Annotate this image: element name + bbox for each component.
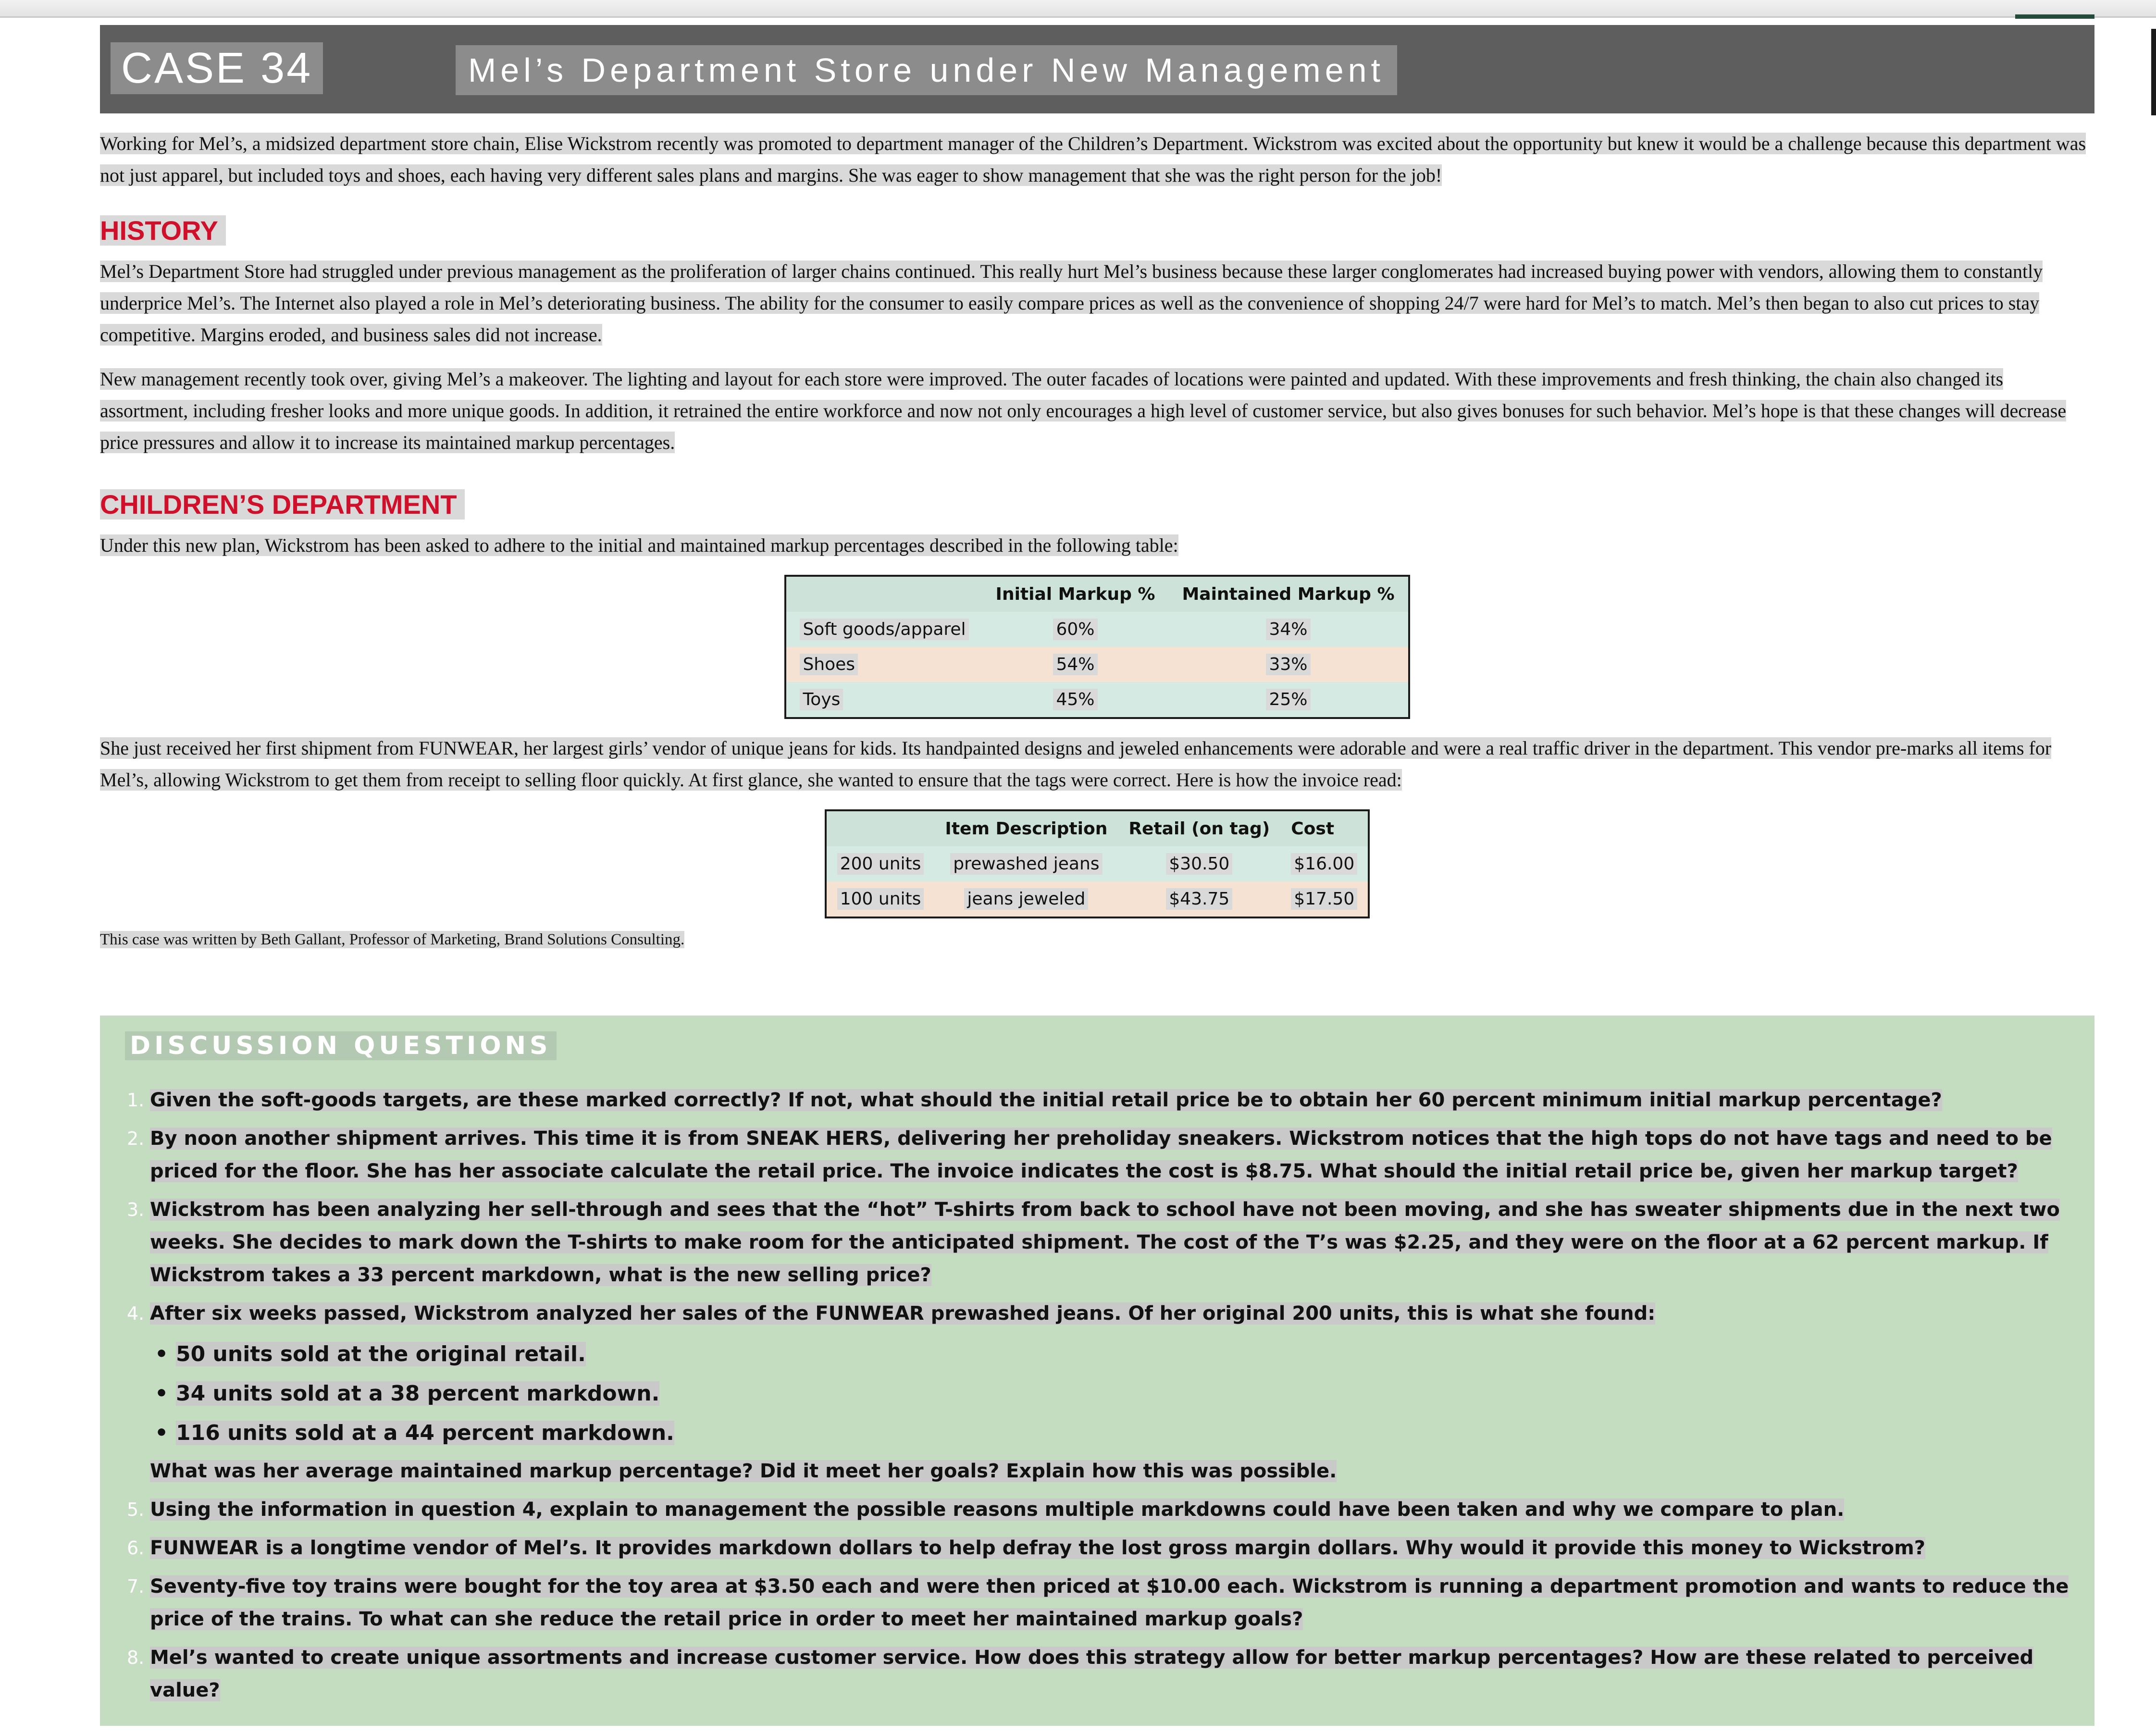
table-cell — [1118, 881, 1280, 917]
question-text: What was her average maintained markup percentage? Did it meet her goals? Explain how this was possible. — [150, 1460, 1337, 1482]
intro-paragraph — [100, 128, 2094, 191]
bullet-dot-icon: • — [155, 1421, 169, 1445]
table-cell — [826, 846, 935, 881]
table-row — [785, 682, 1409, 718]
question-5 — [125, 1493, 2069, 1526]
question-number: 3. — [127, 1199, 145, 1220]
history-paragraph-2 — [100, 363, 2094, 459]
question-text: By noon another shipment arrives. This time it is from SNEAK HERS, delivering her preholiday sneakers. Wickstrom notices that the high tops do not have tags and need to be priced for the floor. She has her associate calculate the retail price. The invoice indicates the cost is $8.75. What should the initial retail price be, given her markup target? — [150, 1128, 2052, 1182]
invoice-table-wrapper — [100, 809, 2094, 918]
table-row — [826, 881, 1369, 917]
category-label: Shoes — [800, 654, 858, 675]
question-number: 8. — [127, 1647, 145, 1668]
document-page — [100, 25, 2094, 1726]
viewer-top-bar — [0, 0, 2156, 18]
table-cell — [1280, 881, 1369, 917]
header-item-description: Item Description — [945, 819, 1108, 839]
scrollbar[interactable] — [2151, 29, 2156, 115]
maintained-markup-value: 25% — [1266, 689, 1310, 710]
markup-table — [784, 575, 1410, 719]
childrens-department-heading — [100, 486, 2094, 523]
history-text-2: New management recently took over, giving Mel’s a makeover. The lighting and layout for each store were improved. The outer facades of locations were painted and updated. With these improvements and fresh thinking, the chain also changed its assortment, including fresher looks and more unique goods. In addition, it retrained the entire workforce and now not only encourages a high level of customer service, but also gives bonuses for such behavior. Mel’s hope is that these changes will decrease price pressures and allow it to increase its maintained markup percentages. — [100, 368, 2067, 453]
table-cell — [1168, 647, 1409, 682]
table-header-cell — [785, 576, 982, 612]
bullet-dot-icon: • — [155, 1342, 169, 1366]
question-number: 5. — [127, 1499, 145, 1520]
case-banner — [100, 25, 2094, 113]
header-initial-markup: Initial Markup % — [995, 584, 1155, 604]
table-cell — [982, 682, 1169, 718]
history-heading-text: HISTORY — [100, 215, 226, 246]
viewer-accent-tab — [2015, 14, 2094, 19]
table-header-cell — [934, 810, 1118, 846]
bullet-item — [125, 1336, 2069, 1373]
question-text: Using the information in question 4, explain to management the possible reasons multiple markdowns could have been taken and why we compare to plan. — [150, 1499, 1845, 1521]
table-row — [785, 647, 1409, 682]
childrens-lead-paragraph — [100, 530, 2094, 561]
table-header-cell — [826, 810, 935, 846]
cost-value: $16.00 — [1291, 853, 1357, 875]
maintained-markup-value: 34% — [1266, 619, 1310, 640]
question-8 — [125, 1641, 2069, 1707]
table-cell — [785, 647, 982, 682]
table-cell — [982, 647, 1169, 682]
initial-markup-value: 60% — [1053, 619, 1097, 640]
initial-markup-value: 54% — [1053, 654, 1097, 675]
intro-text: Working for Mel’s, a midsized department store chain, Elise Wickstrom recently was promoted to department manager of the Children’s Department. Wickstrom was excited about the opportunity but knew it would be a challenge because this department was not just apparel, but included toys and shoes, each having very different sales plans and margins. She was eager to show management that she was the right person for the job! — [100, 133, 2086, 186]
item-description-value: prewashed jeans — [950, 853, 1102, 875]
retail-value: $30.50 — [1166, 853, 1232, 875]
units-value: 100 units — [837, 888, 924, 910]
history-paragraph-1 — [100, 256, 2094, 351]
category-label: Soft goods/apparel — [800, 619, 968, 640]
table-cell — [1168, 612, 1409, 647]
question-number: 4. — [127, 1303, 145, 1324]
history-heading — [100, 212, 2094, 249]
table-cell — [1118, 846, 1280, 881]
bullet-text: 116 units sold at a 44 percent markdown. — [176, 1421, 674, 1445]
header-cost: Cost — [1291, 819, 1335, 839]
table-header-row — [826, 810, 1369, 846]
question-number: 6. — [127, 1537, 145, 1559]
author-credit — [100, 927, 2094, 952]
header-retail: Retail (on tag) — [1128, 819, 1270, 839]
invoice-table — [825, 809, 1370, 918]
table-cell — [934, 846, 1118, 881]
bullet-dot-icon: • — [155, 1381, 169, 1406]
table-row — [826, 846, 1369, 881]
question-text: After six weeks passed, Wickstrom analyzed her sales of the FUNWEAR prewashed jeans. Of her original 200 units, this is what she found: — [150, 1302, 1656, 1325]
shipment-text: She just received her first shipment from FUNWEAR, her largest girls’ vendor of unique jeans for kids. Its handpainted designs and jeweled enhancements were adorable and were a real traffic driver in the department. This vendor pre-marks all items for Mel’s, allowing Wickstrom to get them from receipt to selling floor quickly. At first glance, she wanted to ensure that the tags were correct. Here is how the invoice read: — [100, 737, 2052, 791]
question-text: Wickstrom has been analyzing her sell-through and sees that the “hot” T-shirts from back to school have not been moving, and she has sweater shipments due in the next two weeks. She decides to mark down the T-shirts to make room for the anticipated shipment. The cost of the T’s was $2.25, and they were on the floor at a 62 percent markup. If Wickstrom takes a 33 percent markdown, what is the new selling price? — [150, 1199, 2060, 1286]
question-number: 7. — [127, 1576, 145, 1597]
bullet-text: 34 units sold at a 38 percent markdown. — [176, 1381, 660, 1406]
table-header-row — [785, 576, 1409, 612]
table-header-cell — [1118, 810, 1280, 846]
question-3 — [125, 1193, 2069, 1291]
table-cell — [826, 881, 935, 917]
table-cell — [1168, 682, 1409, 718]
markup-table-wrapper — [100, 575, 2094, 719]
shipment-paragraph — [100, 732, 2094, 796]
table-cell — [785, 612, 982, 647]
question-4 — [125, 1297, 2069, 1330]
table-header-cell — [982, 576, 1169, 612]
question-text: Mel’s wanted to create unique assortments and increase customer service. How does this strategy allow for better markup percentages? How are these related to perceived value? — [150, 1647, 2034, 1701]
units-value: 200 units — [837, 853, 924, 875]
table-header-cell — [1280, 810, 1369, 846]
question-text: Seventy-five toy trains were bought for the toy area at $3.50 each and were then priced at $10.00 each. Wickstrom is running a department promotion and wants to reduce the price of the trains. To what can she reduce the retail price in order to meet her maintained markup goals? — [150, 1575, 2069, 1630]
retail-value: $43.75 — [1166, 888, 1232, 910]
item-description-value: jeans jeweled — [964, 888, 1088, 910]
bullet-item — [125, 1375, 2069, 1413]
table-cell — [934, 881, 1118, 917]
author-credit-text: This case was written by Beth Gallant, Professor of Marketing, Brand Solutions Consulting. — [100, 931, 685, 948]
question-4-follow-up — [125, 1455, 2069, 1487]
category-label: Toys — [800, 689, 843, 710]
case-title: Mel’s Department Store under New Management — [456, 45, 1397, 95]
cost-value: $17.50 — [1291, 888, 1357, 910]
question-number: 2. — [127, 1128, 145, 1149]
table-row — [785, 612, 1409, 647]
question-2 — [125, 1122, 2069, 1188]
question-text: FUNWEAR is a longtime vendor of Mel’s. It provides markdown dollars to help defray the lost gross margin dollars. Why would it provide this money to Wickstrom? — [150, 1537, 1925, 1559]
bullet-text: 50 units sold at the original retail. — [176, 1342, 586, 1366]
discussion-title-text: DISCUSSION QUESTIONS — [125, 1031, 557, 1060]
initial-markup-value: 45% — [1053, 689, 1097, 710]
question-1 — [125, 1084, 2069, 1116]
childrens-lead-text: Under this new plan, Wickstrom has been asked to adhere to the initial and maintained markup percentages described in the following table: — [100, 534, 1178, 556]
childrens-heading-text: CHILDREN’S DEPARTMENT — [100, 489, 465, 520]
maintained-markup-value: 33% — [1266, 654, 1310, 675]
case-label: CASE 34 — [111, 42, 323, 94]
history-text-1: Mel’s Department Store had struggled under previous management as the proliferation of larger chains continued. This really hurt Mel’s business because these larger conglomerates had increased buying power with vendors, allowing them to constantly underprice Mel’s. The Internet also played a role in Mel’s deteriorating business. The ability for the consumer to easily compare prices as well as the convenience of shopping 24/7 were hard for Mel’s to match. Mel’s then began to also cut prices to stay competitive. Margins eroded, and business sales did not increase. — [100, 260, 2043, 346]
discussion-questions-box — [100, 1016, 2094, 1726]
bullet-item — [125, 1414, 2069, 1452]
question-6 — [125, 1532, 2069, 1564]
question-7 — [125, 1570, 2069, 1636]
table-cell — [982, 612, 1169, 647]
header-maintained-markup: Maintained Markup % — [1182, 584, 1395, 604]
question-text: Given the soft-goods targets, are these marked correctly? If not, what should the initial retail price be to obtain her 60 percent minimum initial markup percentage? — [150, 1089, 1942, 1111]
table-cell — [1280, 846, 1369, 881]
question-number: 1. — [127, 1090, 145, 1111]
table-cell — [785, 682, 982, 718]
table-header-cell — [1168, 576, 1409, 612]
discussion-title — [125, 1028, 2069, 1064]
